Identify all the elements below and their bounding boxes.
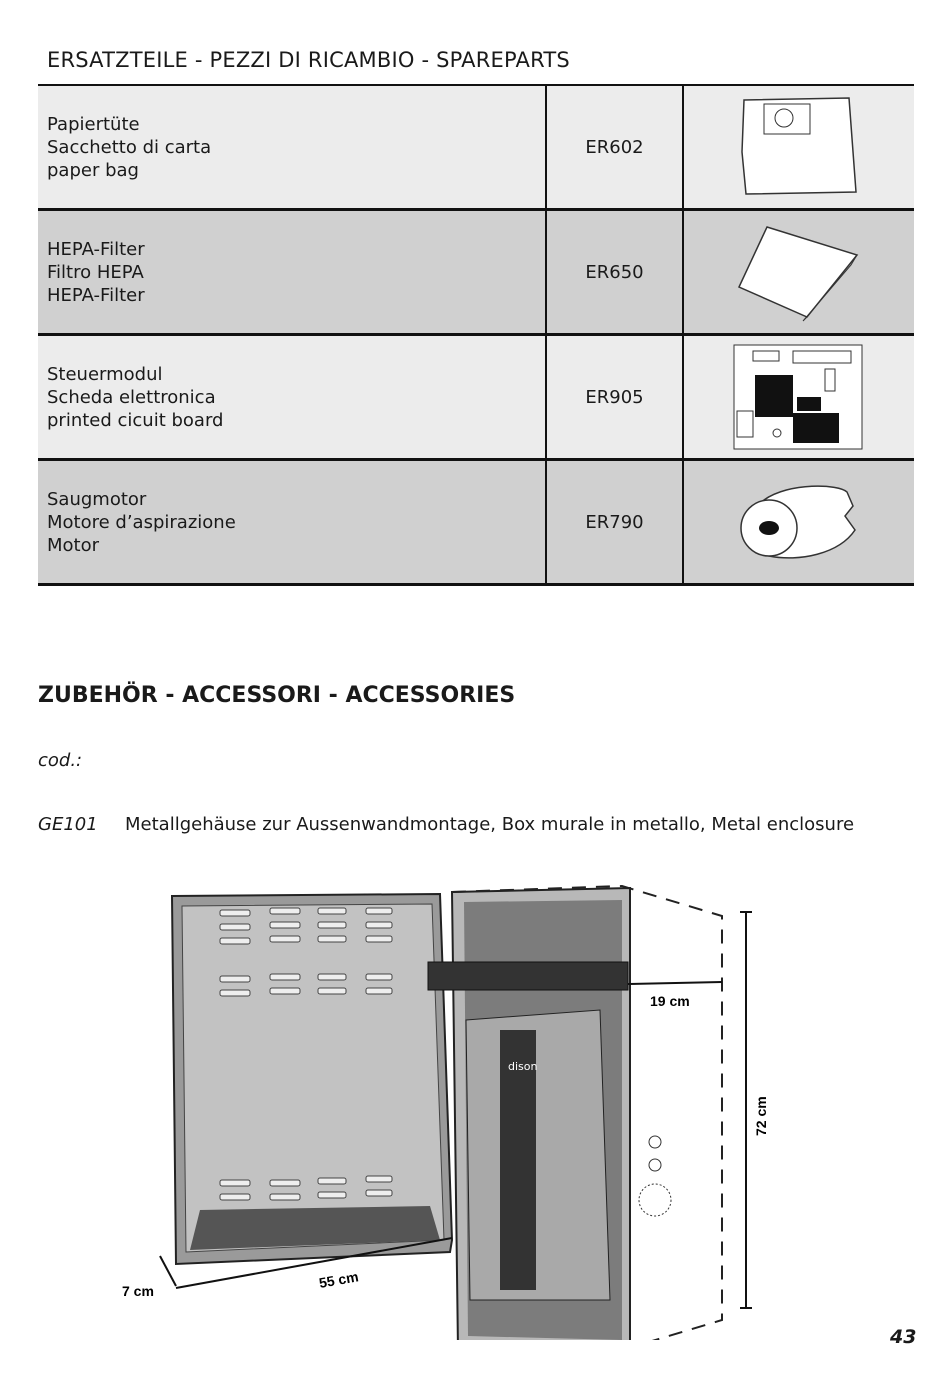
accessory-description: Metallgehäuse zur Aussenwandmontage, Box murale in metallo, Metal enclosure: [125, 814, 855, 835]
part-name-en: paper bag: [47, 159, 139, 181]
part-name-en: printed cicuit board: [47, 409, 224, 431]
table-row: [38, 86, 914, 210]
part-name-cell: [38, 335, 546, 460]
paper-bag-icon: [683, 86, 914, 210]
part-code: ER650: [546, 210, 683, 335]
depth-dimension-label: 7 cm: [122, 1283, 154, 1299]
part-name-cell: [38, 460, 546, 585]
part-name-de: Steuermodul: [47, 363, 163, 385]
motor-icon: [683, 460, 914, 585]
hepa-filter-icon: [683, 210, 914, 335]
part-name-en: HEPA-Filter: [47, 284, 145, 306]
cod-label: cod.:: [38, 750, 83, 771]
part-name-de: Papiertüte: [47, 113, 140, 135]
part-name-it: Sacchetto di carta: [47, 136, 212, 158]
accessory-code: GE101: [38, 814, 98, 835]
height-dimension-label: 72 cm: [753, 1096, 769, 1136]
spareparts-title: ERSATZTEILE - PEZZI DI RICAMBIO - SPAREPARTS: [47, 48, 570, 72]
part-name-it: Scheda elettronica: [47, 386, 216, 408]
table-row: [38, 335, 914, 460]
part-name-it: Filtro HEPA: [47, 261, 144, 283]
width-dimension-label: 55 cm: [317, 1268, 360, 1291]
part-code: ER905: [546, 335, 683, 460]
part-code: ER602: [546, 86, 683, 210]
part-name-cell: [38, 86, 546, 210]
circuit-board-icon: [683, 335, 914, 460]
table-row: [38, 210, 914, 335]
part-name-de: Saugmotor: [47, 488, 147, 510]
side-dimension-label: 19 cm: [650, 993, 690, 1009]
spareparts-table: [38, 86, 914, 586]
part-name-it: Motore d’aspirazione: [47, 511, 236, 533]
page-number: 43: [890, 1326, 917, 1348]
table-row: [38, 460, 914, 585]
part-name-de: HEPA-Filter: [47, 238, 145, 260]
part-name-en: Motor: [47, 534, 100, 556]
brand-logo: dison: [508, 1060, 538, 1073]
metal-enclosure-figure: [110, 880, 810, 1344]
part-code: ER790: [546, 460, 683, 585]
part-name-cell: [38, 210, 546, 335]
accessories-title: ZUBEHÖR - ACCESSORI - ACCESSORIES: [38, 683, 516, 708]
